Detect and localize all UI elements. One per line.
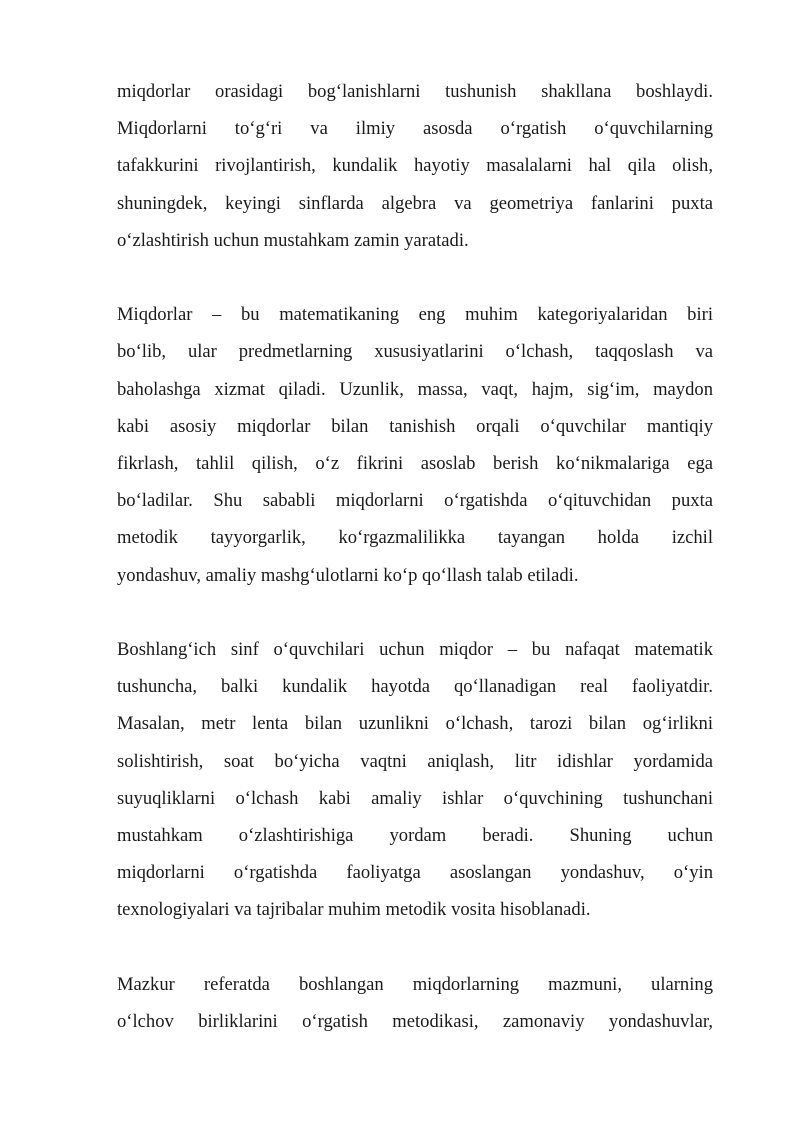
text-line: Miqdorlarni to‘g‘ri va ilmiy asosda o‘rgatish o‘quvchilarning [117, 118, 713, 140]
paragraph-3 [117, 631, 713, 929]
text-line: baholashga xizmat qiladi. Uzunlik, massa, vaqt, hajm, sig‘im, maydon [117, 378, 713, 400]
text-line: kabi asosiy miqdorlar bilan tanishish orqali o‘quvchilar mantiqiy [117, 415, 713, 437]
text-line: mustahkam o‘zlashtirishiga yordam beradi. Shuning uchun [117, 825, 713, 847]
text-line: texnologiyalari va tajribalar muhim metodik vosita hisoblanadi. [117, 899, 591, 921]
text-line: miqdorlar orasidagi bog‘lanishlarni tushunish shakllana boshlaydi. [117, 81, 713, 102]
paragraph-1 [117, 73, 713, 259]
text-line: tafakkurini rivojlantirish, kundalik hayotiy masalalarni hal qila olish, [117, 155, 713, 177]
text-line: yondashuv, amaliy mashg‘ulotlarni ko‘p qo‘llash talab etiladi. [117, 564, 579, 586]
text-line: bo‘ladilar. Shu sababli miqdorlarni o‘rgatishda o‘qituvchidan puxta [117, 490, 713, 512]
text-line: Mazkur referatda boshlangan miqdorlarning mazmuni, ularning [117, 973, 713, 995]
text-line: suyuqliklarni o‘lchash kabi amaliy ishlar o‘quvchining tushunchani [117, 787, 713, 809]
text-line: shuningdek, keyingi sinflarda algebra va geometriya fanlarini puxta [117, 192, 713, 214]
text-line: o‘zlashtirish uchun mustahkam zamin yaratadi. [117, 229, 469, 251]
paragraph-2 [117, 296, 713, 594]
paragraph-4 [117, 966, 713, 1040]
text-line: bo‘lib, ular predmetlarning xususiyatlarini o‘lchash, taqqoslash va [117, 341, 713, 363]
document-body [117, 73, 713, 1040]
text-line: o‘lchov birliklarini o‘rgatish metodikasi, zamonaviy yondashuvlar, [117, 1011, 713, 1033]
text-line: Masalan, metr lenta bilan uzunlikni o‘lchash, tarozi bilan og‘irlikni [117, 713, 713, 735]
text-line: fikrlash, tahlil qilish, o‘z fikrini asoslab berish ko‘nikmalariga ega [117, 453, 713, 475]
text-line: Boshlang‘ich sinf o‘quvchilari uchun miqdor – bu nafaqat matematik [117, 639, 713, 661]
text-line: tushuncha, balki kundalik hayotda qo‘llanadigan real faoliyatdir. [117, 676, 713, 698]
text-line: metodik tayyorgarlik, ko‘rgazmalilikka tayangan holda izchil [117, 527, 713, 549]
text-line: miqdorlarni o‘rgatishda faoliyatga asoslangan yondashuv, o‘yin [117, 862, 713, 884]
text-line: solishtirish, soat bo‘yicha vaqtni aniqlash, litr idishlar yordamida [117, 750, 713, 772]
text-line: Miqdorlar – bu matematikaning eng muhim kategoriyalaridan biri [117, 304, 713, 326]
